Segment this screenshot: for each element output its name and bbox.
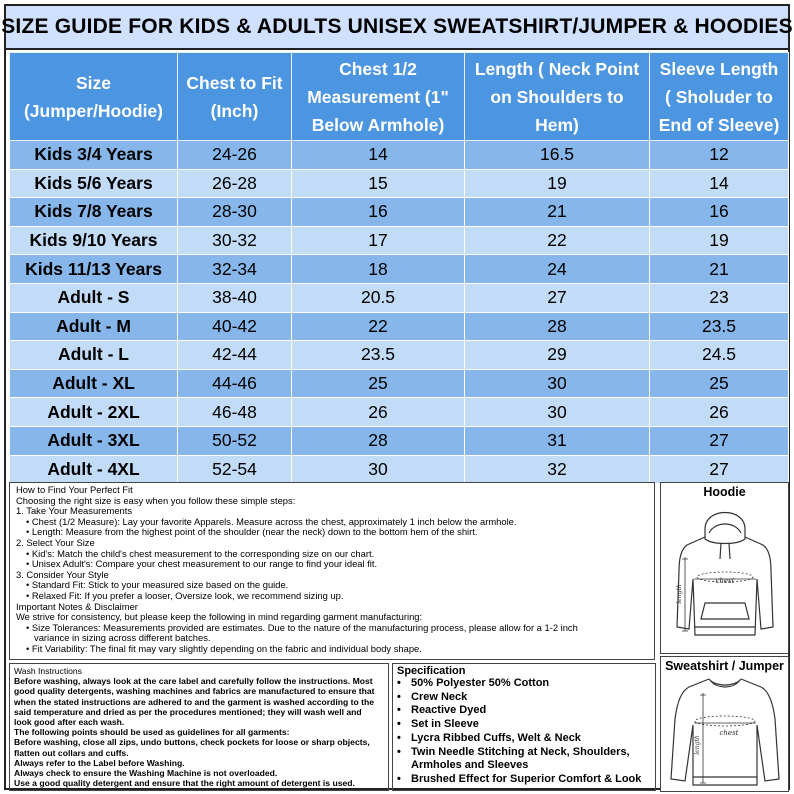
instruction-line: • Kid's: Match the child's chest measurement to the corresponding size on our chart. [26,547,375,559]
table-row [10,369,789,398]
header-chest-half-line: Below Armhole) [311,114,445,135]
table-row [10,398,789,427]
chest-half-cell: 26 [292,398,465,427]
header-sleeve-length-line: End of Sleeve) [658,114,780,135]
hoodie-chest-label: chest [715,577,734,585]
header-chest-to-fit-line: Chest to Fit [186,72,283,93]
bullet-icon: • [397,677,401,689]
instruction-line: 3. Consider Your Style [16,568,109,580]
length-cell: 24 [465,255,650,284]
spec-item [397,759,651,773]
wash-line: said temperature and dried as per the procedures mentioned; they will wash well and [14,706,362,717]
spec-item-text: Armholes and Sleeves [411,759,529,772]
spec-item-text: Twin Needle Stitching at Neck, Shoulders, [411,745,630,758]
spec-item [397,746,651,760]
table-row [10,226,789,255]
chest-half-cell: 22 [292,312,465,341]
header-chest-to-fit [178,53,292,141]
spec-list [397,677,651,787]
instruction-line: • Relaxed Fit: If you prefer a looser, Oversize look, we recommend sizing up. [26,589,344,601]
size-cell: Adult - S [10,283,178,312]
bullet-icon: • [397,745,401,758]
chest-half-cell: 15 [292,169,465,198]
chest-to-fit-cell: 50-52 [178,426,292,455]
instruction-line: • Standard Fit: Stick to your measured size based on the guide. [26,579,289,591]
length-cell: 32 [465,455,650,484]
hoodie-length-label: length [675,584,683,604]
header-chest-half-line: Chest 1/2 [339,58,417,79]
sleeve-length-cell: 14 [650,169,789,198]
chest-to-fit-cell: 30-32 [178,226,292,255]
bullet-icon: • [397,718,401,731]
length-cell: 31 [465,426,650,455]
chest-half-cell: 18 [292,255,465,284]
sleeve-length-cell: 23.5 [650,312,789,341]
size-cell: Adult - M [10,312,178,341]
wash-line: Before washing, close all zips, undo buttons, check pockets for loose or sharp objects, [14,737,370,748]
sleeve-length-cell: 19 [650,226,789,255]
chest-to-fit-cell: 42-44 [178,341,292,370]
bullet-icon: • [397,704,401,717]
size-cell: Kids 3/4 Years [10,141,178,170]
spec-item-text: 50% Polyester 50% Cotton [411,677,550,689]
chest-to-fit-cell: 26-28 [178,169,292,198]
instruction-line: Important Notes & Disclaimer [16,600,138,612]
table-row [10,312,789,341]
chest-half-cell: 28 [292,426,465,455]
wash-line: The following points should be used as guidelines for all garments: [14,727,290,738]
instruction-line: • Size Tolerances: Measurements provided are estimates. Due to the nature of the manufacturing process, please allow for a 1-2 inch [26,621,578,633]
table-row [10,255,789,284]
wash-line: look good after each wash. [14,717,125,728]
chest-to-fit-cell: 52-54 [178,455,292,484]
size-cell: Kids 11/13 Years [10,255,178,284]
length-cell: 28 [465,312,650,341]
header-size-line: (Jumper/Hoodie) [23,100,164,121]
size-cell: Adult - XL [10,369,178,398]
bullet-icon: • [397,731,401,744]
sleeve-length-cell: 12 [650,141,789,170]
chest-half-cell: 20.5 [292,283,465,312]
instruction-line: 2. Select Your Size [16,536,95,548]
header-chest-to-fit-line: (Inch) [210,100,259,121]
instruction-line: We strive for consistency, but please keep the following in mind regarding garment manufacturing: [16,611,423,623]
instruction-line: • Fit Variability: The final fit may vary slightly depending on the fabric and individual body shape. [26,642,422,654]
page-title: SIZE GUIDE FOR KIDS & ADULTS UNISEX SWEATSHIRT/JUMPER & HOODIES [6,6,788,50]
table-row [10,426,789,455]
specification-panel [392,663,656,791]
length-cell: 30 [465,398,650,427]
header-chest-half [292,53,465,141]
spec-item-text: Brushed Effect for Superior Comfort & Look [411,772,642,785]
header-length-line: Length ( Neck Point [474,58,640,79]
wash-lines [14,676,384,788]
header-sleeve-length-line: ( Sholuder to [665,86,773,107]
bullet-icon [397,759,411,773]
sweatshirt-icon [663,673,787,789]
chest-to-fit-cell: 40-42 [178,312,292,341]
size-cell: Adult - 3XL [10,426,178,455]
sweatshirt-chest-label: chest [719,729,738,737]
table-row [10,169,789,198]
sleeve-length-cell: 21 [650,255,789,284]
chest-to-fit-cell: 32-34 [178,255,292,284]
size-cell: Adult - 4XL [10,455,178,484]
wash-heading: Wash Instructions [14,666,82,676]
spec-item [397,704,651,718]
length-cell: 21 [465,198,650,227]
length-cell: 30 [465,369,650,398]
spec-heading: Specification [397,665,466,677]
instruction-line: variance in sizing across different batches. [34,632,211,644]
chest-to-fit-cell: 46-48 [178,398,292,427]
size-guide-frame [1,4,793,790]
size-cell: Kids 5/6 Years [10,169,178,198]
sleeve-length-cell: 27 [650,426,789,455]
wash-line: Use a good quality detergent and ensure that the right amount of detergent is used. [14,778,355,789]
wash-line: Always check to ensure the Washing Machine is not overloaded. [14,768,278,779]
hoodie-icon [665,499,785,649]
wash-line: good quality detergents, washing machines and fabrics are manufactured to ensure that [14,686,375,697]
table-row [10,141,789,170]
size-cell: Kids 9/10 Years [10,226,178,255]
spec-item-text: Crew Neck [411,690,468,703]
instruction-line: • Chest (1/2 Measure): Lay your favorite Apparels. Measure across the chest, approximately 1 inch below the armhole. [26,515,517,527]
chest-half-cell: 16 [292,198,465,227]
bullet-icon: • [397,690,401,703]
instruction-line: • Length: Measure from the highest point of the shoulder (near the neck) down to the bottom hem of the shirt. [26,526,478,538]
length-cell: 27 [465,283,650,312]
length-cell: 19 [465,169,650,198]
sleeve-length-cell: 26 [650,398,789,427]
spec-item-text: Set in Sleeve [411,718,479,731]
chest-half-cell: 17 [292,226,465,255]
chest-to-fit-cell: 44-46 [178,369,292,398]
header-length-line: on Shoulders to [490,86,624,107]
header-sleeve-length-line: Sleeve Length [659,58,779,79]
size-cell: Adult - L [10,341,178,370]
wash-line: flatten out collars and cuffs. [14,747,129,758]
sweatshirt-diagram [660,656,789,792]
instruction-line: Choosing the right size is easy when you follow these simple steps: [16,494,296,506]
table-row [10,455,789,484]
spec-item [397,677,651,691]
fit-instructions [9,482,655,660]
length-cell: 29 [465,341,650,370]
spec-item-text: Reactive Dyed [411,704,487,717]
wash-line: Always refer to the Label before Washing. [14,757,185,768]
wash-line: when the stated instructions are adhered to and the garment is washed according to the [14,696,375,707]
size-table [9,52,789,484]
header-sleeve-length [650,53,789,141]
chest-half-cell: 30 [292,455,465,484]
table-body [10,141,789,484]
header-length-line: Hem) [535,114,579,135]
spec-item [397,732,651,746]
spec-item [397,691,651,705]
sleeve-length-cell: 24.5 [650,341,789,370]
header-length [465,53,650,141]
hoodie-diagram [660,482,789,654]
header-chest-half-line: Measurement (1" [307,86,449,107]
sweatshirt-title: Sweatshirt / Jumper [665,659,784,673]
hoodie-title: Hoodie [703,485,746,499]
size-cell: Kids 7/8 Years [10,198,178,227]
table-row [10,341,789,370]
sleeve-length-cell: 16 [650,198,789,227]
table-row [10,283,789,312]
instruction-line: How to Find Your Perfect Fit [16,484,133,495]
spec-item [397,773,651,787]
table-header-row [10,53,789,141]
chest-to-fit-cell: 24-26 [178,141,292,170]
bullet-icon: • [397,772,401,785]
chest-half-cell: 14 [292,141,465,170]
spec-item [397,718,651,732]
sleeve-length-cell: 27 [650,455,789,484]
spec-item-text: Lycra Ribbed Cuffs, Welt & Neck [411,731,581,744]
header-size [10,53,178,141]
instruction-line: • Unisex Adult's: Compare your chest measurement to our range to find your ideal fit. [26,558,378,570]
table-row [10,198,789,227]
wash-instructions [9,663,389,791]
size-cell: Adult - 2XL [10,398,178,427]
instruction-line: 1. Take Your Measurements [16,505,133,517]
chest-to-fit-cell: 28-30 [178,198,292,227]
chest-to-fit-cell: 38-40 [178,283,292,312]
wash-line: Before washing, always look at the care label and carefully follow the instructions. Most [14,676,373,687]
length-cell: 22 [465,226,650,255]
length-cell: 16.5 [465,141,650,170]
sweatshirt-length-label: length [693,735,701,755]
sleeve-length-cell: 25 [650,369,789,398]
chest-half-cell: 25 [292,369,465,398]
sleeve-length-cell: 23 [650,283,789,312]
header-size-line: Size [75,72,112,93]
chest-half-cell: 23.5 [292,341,465,370]
